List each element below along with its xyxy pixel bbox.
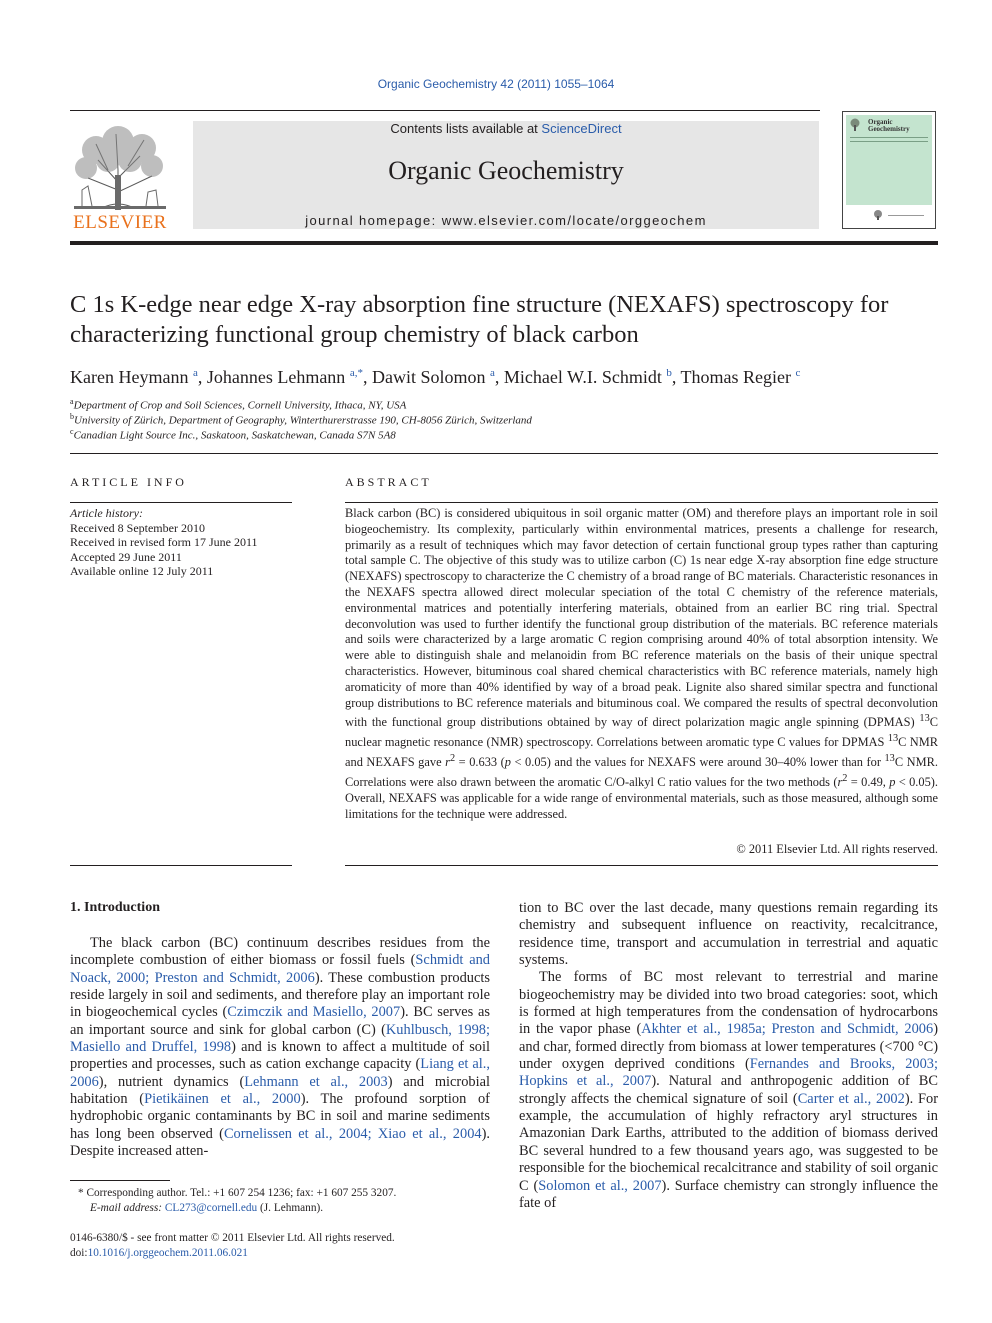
- abstract-segment: Black carbon (BC) is considered ubiquitous in soil organic matter (OM) and therefore plays an important role in soil biogeochemistry. Its complexity, particularly within environmental matrices, presents a challenge for research, primarily as a result of techniques which may favor detection of certain functional group types rather than capturing total sample C. The objective of this study was to utilize carbon (C) 1s near edge X-ray absorption fine edge structure (NEXAFS) spectroscopy to characterize the C chemistry of a broad range of BC materials. Characteristic resonances in the NEXAFS spectra allowed direct molecular speciation of the total C chemistry of the reference materials, environmental matrices and potentially interfering materials, obtained from an earlier BC ring trial. Spectral deconvolution was used to further identify the functional group distribution of the materials. BC reference materials and soils were characterized by a large aromatic C region comprising around 40% of total absorption intensity. We were able to distinguish shale and melanoidin from BC reference materials on the basis of their unique spectral characteristics. However, bituminous coal shared chemical characteristics with BC reference materials, namely high aromaticity of more than 40% identified by way of a broad peak. Lignite also shared similar spectra and functional group distributions to BC reference materials and bituminous coal. We compared the results of spectral deconvolution with the functional group distributions obtained by way of direct polarization magic angle spinning (DPMAS): [345, 506, 938, 730]
- article-history: [70, 506, 292, 579]
- body-text-segment: The forms of BC most relevant to terrestrial and marine biogeochemistry may be divided into two broad categories: soot, which is formed at high temperatures from the condensation of hydrocarbons in the vapor phase (: [519, 969, 938, 1038]
- author-name[interactable]: Michael W.I. Schmidt: [503, 367, 662, 387]
- abstract-superscript: 13: [887, 733, 899, 745]
- article-info-rule: [70, 502, 292, 503]
- cover-publisher-icon: [872, 209, 884, 221]
- body-text-segment: ) and microbial habitation (: [70, 1073, 490, 1108]
- abstract-segment: = 0.633 (: [455, 755, 505, 770]
- body-text-segment: ). For example, the accumulation of highly refractory aryl structures in Amazonian Dark Earths, attributed to the addition of biomass derived BC several hundred to a few thousand years ago, was suggested to be responsible for the biochemical recalcitrance and stability of soil organic C (: [519, 1090, 938, 1194]
- footnote-rule: [70, 1180, 170, 1181]
- article-info-bottom-rule: [70, 865, 292, 866]
- body-paragraph: tion to BC over the last decade, many questions remain regarding its chemistry and subsequent influence on reactivity, recalcitrance, residence time, transport and accumulation in terrestrial and aquatic systems.: [519, 900, 938, 969]
- homepage-prefix: journal homepage:: [305, 213, 442, 228]
- cover-panel: [846, 115, 932, 225]
- affiliation-text: Department of Crop and Soil Sciences, Cornell University, Ithaca, NY, USA: [73, 399, 407, 412]
- abstract-segment: C nuclear magnetic resonance (NMR) spectroscopy. Correlations between aromatic type C values for DPMAS: [345, 715, 938, 750]
- abstract-superscript: 13: [919, 713, 930, 725]
- body-text-segment: ). Natural and anthropogenic addition of BC strongly affects the chemical signature of soil (: [519, 1073, 938, 1107]
- doi-prefix: doi:: [70, 1247, 88, 1259]
- article-title: [70, 290, 938, 350]
- email-note: [90, 1201, 498, 1216]
- affiliation: [70, 425, 938, 443]
- received-date: Received 8 September 2010: [70, 520, 205, 535]
- cover-footer: [846, 205, 932, 225]
- author-name[interactable]: Karen Heymann: [70, 367, 189, 387]
- email-link[interactable]: CL273@cornell.edu: [164, 1202, 258, 1214]
- abstract-rule: [345, 502, 938, 503]
- cover-title: [868, 119, 910, 133]
- author-name[interactable]: Thomas Regier: [680, 367, 792, 387]
- abstract-segment: C NMR and NEXAFS gave: [345, 735, 939, 770]
- corresponding-author-note: [78, 1186, 498, 1201]
- issn-line: 0146-6380/$ - see front matter © 2011 Elsevier Ltd. All rights reserved.: [70, 1232, 395, 1244]
- affiliation-text: Canadian Light Source Inc., Saskatoon, Saskatchewan, Canada S7N 5A8: [73, 429, 396, 442]
- affiliation-marker: a: [70, 397, 74, 406]
- article-title-line1: C 1s K-edge near edge X-ray absorption fine structure (NEXAFS) spectroscopy for: [70, 291, 889, 318]
- journal-cover-thumbnail[interactable]: [842, 111, 936, 229]
- abstract-bottom-rule: [345, 865, 938, 866]
- author-name[interactable]: Dawit Solomon: [371, 367, 486, 387]
- article-title-line2: characterizing functional group chemistry of black carbon: [70, 321, 639, 348]
- copyright-notice: © 2011 Elsevier Ltd. All rights reserved.: [736, 842, 938, 856]
- citation-link[interactable]: Kuhlbusch, 1998; Masiello and Druffel, 1998: [70, 1021, 490, 1056]
- abstract-segment: = 0.49,: [847, 775, 890, 790]
- title-block-rule: [70, 453, 938, 454]
- abstract-segment: < 0.05). Overall, NEXAFS was applicable for a wide range of environmental materials, such as those measured, although some limitations for the technique were addressed.: [345, 775, 938, 821]
- author-list: Karen Heymann $^a$, Johannes Lehmann $^{a,*}$, Dawit Solomon $^a$, Michael W.I. Schmidt $^b$, Thomas Regier $^c$: [70, 367, 801, 387]
- body-text-segment: ), nutrient dynamics (: [98, 1073, 245, 1090]
- citation-link[interactable]: Liang et al., 2006: [70, 1056, 490, 1090]
- journal-homepage: [193, 213, 819, 228]
- cover-title-line1: Organic: [868, 118, 893, 126]
- body-text-segment: ) and char, formed directly from biomass at lower temperatures (<700 °C) under oxygen deprived conditions (: [519, 1021, 938, 1073]
- citation-link[interactable]: Schmidt and Noack, 2000; Preston and Schmidt, 2006: [70, 952, 490, 986]
- citation-link[interactable]: Solomon et al., 2007: [538, 1177, 662, 1194]
- abstract-italic: r: [445, 755, 450, 770]
- email-label: E-mail address:: [90, 1202, 163, 1214]
- contents-prefix: Contents lists available at: [390, 121, 542, 136]
- body-text-segment: ) and is known to affect a multitude of soil properties and processes, such as cation exchange capacity (: [70, 1039, 490, 1073]
- body-paragraph: [519, 969, 938, 1212]
- header-thick-rule: [70, 241, 938, 245]
- abstract-superscript: 2: [842, 773, 848, 785]
- citation-link[interactable]: Pietikäinen et al., 2000: [144, 1091, 301, 1108]
- body-column-left: [70, 935, 490, 1160]
- homepage-url[interactable]: www.elsevier.com/locate/orggeochem: [441, 213, 707, 228]
- header-top-rule: [70, 110, 820, 111]
- body-paragraph: [70, 935, 490, 1160]
- citation-link[interactable]: Cornelissen et al., 2004; Xiao et al., 2004: [223, 1125, 482, 1142]
- journal-title: Organic Geochemistry: [388, 156, 624, 185]
- abstract-italic: p: [504, 755, 511, 770]
- history-label: Article history:: [70, 506, 143, 520]
- abstract-superscript: 13: [884, 753, 895, 765]
- abstract-italic: p: [889, 775, 896, 790]
- citation-link[interactable]: Czimczik and Masiello, 2007: [227, 1004, 401, 1021]
- cover-bar: [850, 137, 928, 138]
- citation-link[interactable]: Fernandes and Brooks, 2003; Hopkins et al., 2007: [519, 1056, 938, 1090]
- abstract-heading: ABSTRACT: [345, 475, 432, 489]
- author-affiliation-marker[interactable]: a: [192, 367, 198, 379]
- revised-date: Received in revised form 17 June 2011: [70, 535, 258, 549]
- citation-link[interactable]: Carter et al., 2002: [797, 1090, 905, 1107]
- cover-publisher-line: [888, 215, 924, 216]
- accepted-date: Accepted 29 June 2011: [70, 549, 182, 564]
- affiliation-marker: b: [70, 412, 74, 421]
- author-name[interactable]: Johannes Lehmann: [206, 367, 346, 387]
- email-suffix: (J. Lehmann).: [257, 1202, 324, 1214]
- footnote-text: Corresponding author. Tel.: +1 607 254 1236; fax: +1 607 255 3207.: [83, 1187, 397, 1199]
- cover-bar: [850, 141, 928, 142]
- doi-line: [70, 1246, 498, 1261]
- abstract-segment: < 0.05) and the values for NEXAFS were around 30–40% lower than for: [510, 755, 885, 770]
- doi-link[interactable]: 10.1016/j.orggeochem.2011.06.021: [87, 1247, 248, 1259]
- footnote-marker: *: [78, 1187, 84, 1199]
- abstract-text: [345, 506, 938, 823]
- body-column-right: [519, 900, 938, 1212]
- body-text-segment: The black carbon (BC) continuum describes residues from the incomplete combustion of either biomass or fossil fuels (: [70, 935, 490, 969]
- elsevier-wordmark: ELSEVIER: [73, 212, 167, 233]
- body-text-segment: ). The profound sorption of hydrophobic organic contaminants by BC in soil and marine sediments has long been observed (: [70, 1091, 490, 1142]
- cover-title-line2: Geochemistry: [868, 125, 910, 133]
- article-info-heading: ARTICLE INFO: [70, 475, 187, 489]
- author-affiliation-marker[interactable]: b: [666, 367, 672, 379]
- cover-tree-icon: [848, 118, 862, 132]
- online-date: Available online 12 July 2011: [70, 564, 214, 578]
- abstract-superscript: 2: [449, 753, 456, 765]
- body-text-segment: ). Despite increased atten-: [70, 1125, 490, 1160]
- contents-line: [193, 121, 819, 136]
- author-affiliation-marker[interactable]: a,*: [349, 367, 363, 379]
- abstract-segment: C NMR. Correlations were also drawn between the aromatic C/O-alkyl C ratio values for the two methods (: [345, 755, 938, 790]
- citation-link[interactable]: Akhter et al., 1985a; Preston and Schmidt, 2006: [641, 1021, 934, 1038]
- citation-link[interactable]: Lehmann et al., 2003: [244, 1073, 388, 1090]
- author-affiliation-marker[interactable]: a: [489, 367, 495, 379]
- body-text-segment: ). BC serves as an important source and sink for global carbon (C) (: [70, 1004, 490, 1038]
- introduction-heading: 1. Introduction: [70, 900, 160, 915]
- journal-reference[interactable]: Organic Geochemistry 42 (2011) 1055–1064: [377, 77, 615, 91]
- abstract-italic: r: [837, 775, 843, 790]
- affiliation-marker: c: [70, 427, 74, 436]
- affiliation-text: University of Zürich, Department of Geography, Winterthurerstrasse 190, CH-8056 Zürich, Switzerland: [74, 414, 532, 427]
- body-text-segment: ). These combustion products reside largely in soil and sediments, and therefore play an important role in biogeochemical cycles (: [70, 969, 490, 1021]
- author-affiliation-marker[interactable]: c: [795, 367, 801, 379]
- sciencedirect-link[interactable]: ScienceDirect: [541, 121, 622, 136]
- body-text-segment: ). Surface chemistry can strongly influence the fate of: [519, 1177, 938, 1211]
